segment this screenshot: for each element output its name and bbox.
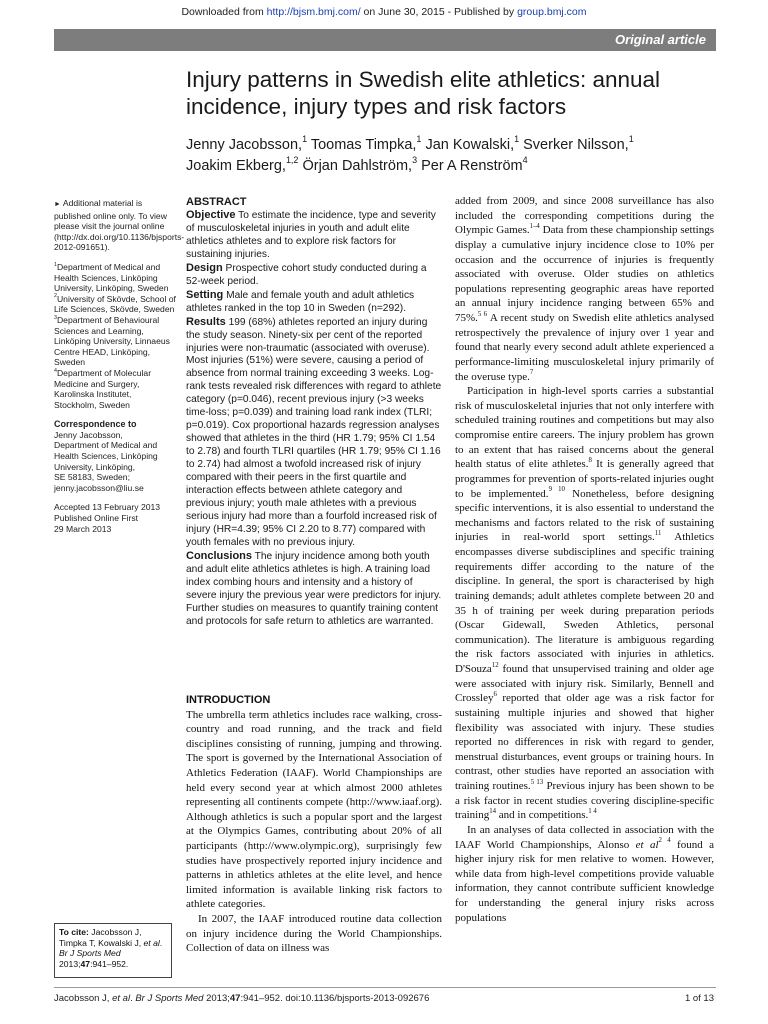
affiliation-sup: 1 — [54, 261, 57, 268]
triangle-bullet-icon: ► — [54, 201, 61, 208]
abstract-text: 199 (68%) athletes reported an injury during the study season. Ninety-six per cent of the reported injuries were non-traumatic (associated with overuse). Most injuries (51%) were severe, causing a period of absence from normal training exceeding 3 weeks. Log-rank tests revealed risk differences with regard to athlete category (p=0.046), recent previous injury (>3 weeks time-loss; p=0.039) and training load rank index (TLRI; p=0.019). Cox proportional hazards regression analyses showed that athletes in the third (HR 1.79; 95% CI 1.54 to 2.78) and fourth TLRI quartiles (HR 1.79; 95% CI 1.16 to 2.74) had almost a twofold increased risk of injury compared with their peers in the first quartile and interaction effects between athlete category and previous injury; youth male athletes with a previous serious injury had more than a fourfold increased risk of injury (HR=4.39; 95% CI 2.20 to 8.77) compared with youth females with no previous injury. — [186, 316, 442, 548]
sidebar — [54, 198, 185, 534]
reference-sup: 6 — [493, 690, 497, 698]
abstract-label: Results — [186, 315, 226, 328]
body-paragraph — [455, 384, 714, 823]
author: Joakim Ekberg, — [186, 158, 286, 174]
publisher-link[interactable]: group.bmj.com — [517, 6, 587, 18]
abstract-label: Objective — [186, 209, 236, 221]
footer-text: . — [130, 993, 136, 1004]
abstract-heading: ABSTRACT — [186, 196, 247, 208]
abstract-label: Setting — [186, 288, 224, 301]
author-affiliation-sup: 4 — [522, 155, 528, 166]
body-text: In an analyses of data collected in association with the IAAF World Championships, Alonso — [455, 823, 714, 851]
footer-text: Jacobsson J, — [54, 993, 113, 1004]
reference-sup: 1–4 — [529, 222, 540, 230]
cite-text: Jacobsson J, Timpka T, Kowalski J, — [59, 927, 144, 948]
reference-sup: 11 — [654, 530, 662, 538]
abstract-label: Design — [186, 261, 223, 274]
footer-etal: et al — [112, 993, 131, 1004]
reference-sup: 9 10 — [548, 486, 565, 494]
reference-sup: 5 13 — [530, 778, 544, 786]
cite-journal: Br J Sports Med — [59, 948, 121, 959]
affiliation-text: University of Skövde, School of Life Sciences, Skövde, Sweden — [54, 293, 176, 315]
author-affiliation-sup: 1 — [416, 134, 422, 145]
correspondence-line: Jenny Jacobsson, — [54, 429, 123, 440]
abstract-conclusions — [186, 550, 442, 629]
body-text: found a higher injury risk for men relative to women. However, while data from high-level competitions provide valuable information, they cannot contribute sufficient knowledge for understanding the general injury risks across populations — [455, 838, 714, 924]
abstract — [186, 196, 442, 629]
correspondence-email[interactable]: jenny.jacobsson@liu.se — [54, 482, 144, 493]
author: Per A Renström — [417, 158, 523, 174]
body-text: Nonetheless, before designing specific interventions, it is also essential to understand the mechanisms and factors related to the risk of sustaining injuries in real-world sport settings. — [455, 487, 714, 544]
body-text: Athletics encompasses diverse subdisciplines and specific training requirements differ according to the nature of the discipline. In general, the sport is characterised by high training demands; adult athletes complete between 20 and 35 h of training per week during preparation periods (Oscar Gidewall, Sweden Athletics, personal communication). The literature is ambiguous regarding the risk factors associated with injuries in athletics. D'Souza — [455, 531, 715, 675]
article-type-label: Original article — [614, 32, 706, 47]
footer-divider — [54, 987, 716, 988]
body-text: and in competitions. — [496, 809, 589, 822]
reference-sup: 12 — [491, 661, 499, 669]
footer-journal: Br J Sports Med — [135, 993, 204, 1004]
abstract-text: The injury incidence among both youth and adult elite athletics athletes is high. A training load index combing hours and intensity and a history of severe injury the previous year were predictors for injury. Further studies on measures to quantify training content and protocols for safe return to athletics are warranted. — [186, 550, 442, 627]
body-text: added from 2009, and since 2008 surveillance has also included the corresponding competitions during the Olympic Games. — [455, 195, 714, 237]
abstract-results — [186, 316, 442, 550]
affiliation-sup: 4 — [54, 367, 57, 374]
journal-url-link[interactable]: http://bjsm.bmj.com/ — [266, 6, 361, 18]
author-affiliation-sup: 1 — [628, 134, 634, 145]
introduction-paragraph: In 2007, the IAAF introduced routine data collection on injury incidence during the World Championships. Collection of data on illness was — [186, 912, 442, 955]
author: Toomas Timpka, — [307, 137, 417, 153]
reference-sup: 7 — [529, 369, 534, 377]
download-prefix: Downloaded from — [181, 6, 267, 18]
affiliation-sup: 2 — [54, 293, 57, 300]
reference-sup: 8 — [588, 456, 592, 464]
citation-box — [54, 923, 172, 978]
footer-volume: 47 — [229, 993, 241, 1004]
abstract-setting — [186, 289, 442, 316]
additional-material-note — [54, 198, 185, 253]
author: Örjan Dahlström, — [298, 158, 413, 174]
affiliation-text: Department of Medical and Health Sciences, Linköping University, Linköping, Sweden — [54, 261, 169, 294]
introduction-heading: INTRODUCTION — [186, 694, 271, 706]
body-etal: et al — [635, 838, 659, 851]
correspondence-line: SE 58183, Sweden; — [54, 472, 130, 483]
affiliation — [54, 262, 176, 294]
author-list — [186, 135, 706, 177]
footer-citation — [54, 993, 429, 1004]
body-text: reported that older age was a risk factor for sustaining multiple injuries and showed that higher flexibility was associated with injury. These studies reported no differences in risk with regard to gender, menstrual disturbances, event groups or training hours. In contrast, other studies have reported an association with training routines. — [455, 692, 714, 792]
affiliation-text: Department of Molecular Medicine and Surgery, Karolinska Institutet, Stockholm, Sweden — [54, 367, 152, 410]
date-line: 29 March 2013 — [54, 523, 112, 534]
cite-etal: et al — [143, 937, 160, 948]
body-paragraph — [455, 194, 714, 384]
additional-material-text: Additional material is published online only. To view please visit the journal online (http://dx.doi.org/10.1136/bjsports-2012-091651). — [54, 198, 185, 253]
author: Jan Kowalski, — [421, 137, 515, 153]
cite-label: To cite: — [59, 927, 89, 937]
date-line: Accepted 13 February 2013 — [54, 502, 161, 513]
body-text: found that unsupervised training and older age were associated with injury risk. Similarly, Bennell and Crossley — [455, 663, 714, 705]
body-text: It is generally agreed that programmes for prevention of sports-related injuries ought to be implemented. — [455, 458, 714, 500]
cite-text: . — [159, 937, 163, 948]
cite-pages: :941–952. — [90, 958, 129, 969]
author-affiliation-sup: 1,2 — [285, 155, 299, 166]
correspondence-line: Health Sciences, Linköping — [54, 451, 158, 462]
right-column — [455, 194, 714, 925]
article-type-banner — [54, 29, 716, 51]
reference-sup: 2 4 — [658, 837, 671, 845]
author-affiliation-sup: 3 — [412, 155, 418, 166]
cite-volume: 47 — [80, 958, 91, 969]
introduction-section — [186, 693, 442, 956]
cite-year: 2013; — [59, 958, 81, 969]
abstract-text: Male and female youth and adult athletics athletes ranked in the top 10 in Sweden (n=292). — [186, 289, 415, 314]
affiliation-sup: 3 — [54, 314, 57, 321]
page-number: 1 of 13 — [684, 993, 714, 1004]
affiliation-text: Department of Behavioural Sciences and Learning, Linköping University, Linnaeus Centre HEAD, Linköping, Sweden — [54, 314, 170, 368]
affiliation — [54, 315, 176, 368]
abstract-text: Prospective cohort study conducted during a 52-week period. — [186, 262, 427, 287]
abstract-design — [186, 262, 442, 289]
reference-sup: 1 4 — [588, 807, 597, 815]
author: Jenny Jacobsson, — [186, 137, 303, 153]
body-text: Data from these championship settings display a cumulative injury incidence close to 10% per occasion and the occurrence of injuries is frequently associated with overuse. Older studies on athletics populations representing geographic areas have reported an annual injury incidence ranging between 65% and 75%. — [455, 224, 714, 324]
correspondence-line: Department of Medical and — [54, 440, 158, 451]
author-affiliation-sup: 1 — [302, 134, 308, 145]
article-title: Injury patterns in Swedish elite athletics: annual incidence, injury types and risk factors — [186, 67, 661, 119]
author-affiliation-sup: 1 — [514, 134, 520, 145]
reference-sup: 14 — [489, 807, 497, 815]
body-text: Participation in high-level sports carries a substantial risk of musculoskeletal injuries that not only interfere with scheduled training routines and competitions but may also compromise entire careers. The injury problem has grown to an extent that has raised concerns about the general health status of elite athletes. — [455, 385, 714, 471]
download-middle: on June 30, 2015 - Published by — [360, 6, 518, 18]
affiliation — [54, 368, 176, 410]
correspondence-heading: Correspondence to — [54, 419, 137, 430]
abstract-text: To estimate the incidence, type and severity of musculoskeletal injuries in youth and adult elite athletics athletes and to explore risk factors for sustaining injuries. — [186, 210, 436, 260]
abstract-label: Conclusions — [186, 549, 253, 562]
correspondence-line: University, Linköping, — [54, 461, 136, 472]
reference-sup: 5 6 — [477, 310, 488, 318]
body-text: Previous injury has been shown to be a risk factor in recent studies covering discipline-specific training — [455, 780, 715, 822]
introduction-paragraph: The umbrella term athletics includes race walking, cross-country and road running, and the track and field disciplines consisting of running, jumping and throwing. The sport is governed by the International Association of Athletics Federation (IAAF). World Championships are held every second year at which almost 2000 athletes representing all continents compete (http://www.iaaf.org). Although athletics is such a popular sport and the largest at the Olympics Games, contributing about 20% of all participants (http://www.olympic.org), surprisingly few studies have prospectively reported injury incidence and patterns in athletics athletes at the elite level, and hence limited information is available linking risk factors to athlete categories. — [186, 708, 442, 911]
date-line: Published Online First — [54, 513, 139, 524]
author: Sverker Nilsson, — [519, 137, 629, 153]
affiliation — [54, 294, 176, 315]
body-paragraph — [455, 823, 714, 925]
footer-text: 2013; — [203, 993, 230, 1004]
footer-doi: :941–952. doi:10.1136/bjsports-2013-092676 — [240, 993, 430, 1004]
body-text: A recent study on Swedish elite athletics analysed retrospectively the prevalence of injury over 1 year and found that nearly every second adult athlete experienced a performance-limiting musculoskeletal injury primarily of the overuse type. — [455, 312, 714, 383]
download-notice — [0, 6, 768, 18]
abstract-objective — [186, 209, 442, 262]
